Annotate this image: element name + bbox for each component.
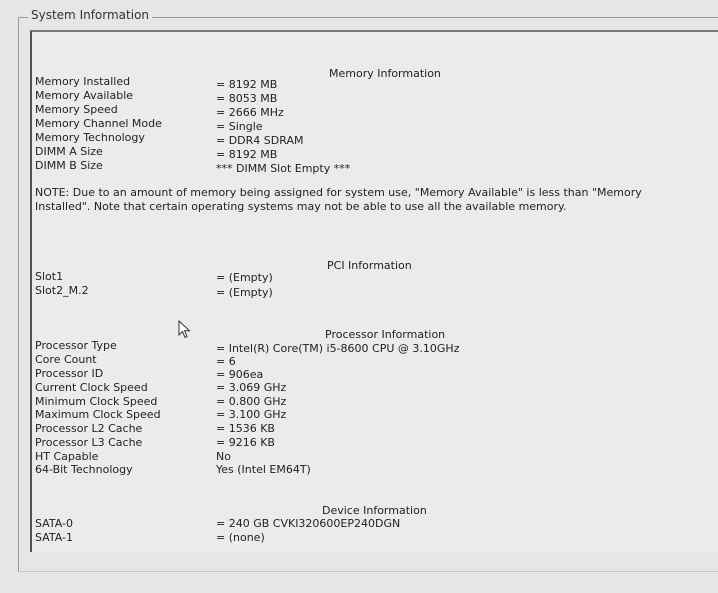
slot1-label: Slot1 — [35, 270, 64, 283]
memory-speed-label: Memory Speed — [35, 103, 118, 116]
core-count-value: = 6 — [216, 355, 236, 368]
memory-available-label: Memory Available — [35, 89, 134, 102]
info-panel — [30, 30, 718, 552]
memory-installed-value: = 8192 MB — [216, 78, 278, 91]
groupbox-title: System Information — [28, 8, 152, 22]
slot2-m2-value: = (Empty) — [216, 286, 273, 299]
pci-section-header: PCI Information — [327, 259, 412, 272]
device-section-header: Device Information — [322, 504, 427, 517]
processor-id-label: Processor ID — [35, 367, 104, 380]
memory-installed-label: Memory Installed — [35, 75, 131, 88]
maximum-clock-speed-value: = 3.100 GHz — [216, 408, 287, 421]
slot1-value: = (Empty) — [216, 271, 273, 284]
processor-l2-cache-label: Processor L2 Cache — [35, 422, 143, 435]
processor-l3-cache-value: = 9216 KB — [216, 436, 275, 449]
memory-channel-mode-value: = Single — [216, 120, 263, 133]
memory-channel-mode-label: Memory Channel Mode — [35, 117, 162, 130]
current-clock-speed-label: Current Clock Speed — [35, 381, 148, 394]
dimm-a-size-label: DIMM A Size — [35, 145, 103, 158]
ht-capable-value: No — [216, 450, 231, 463]
slot2-m2-label: Slot2_M.2 — [35, 284, 89, 297]
sata-1-value: = (none) — [216, 531, 265, 544]
memory-section-header: Memory Information — [329, 67, 441, 80]
mouse-pointer-icon — [178, 320, 192, 340]
processor-l2-cache-value: = 1536 KB — [216, 422, 275, 435]
memory-technology-label: Memory Technology — [35, 131, 145, 144]
memory-available-value: = 8053 MB — [216, 92, 278, 105]
minimum-clock-speed-value: = 0.800 GHz — [216, 395, 287, 408]
processor-type-label: Processor Type — [35, 339, 117, 352]
processor-type-value: = Intel(R) Core(TM) i5-8600 CPU @ 3.10GHz — [216, 342, 460, 355]
memory-technology-value: = DDR4 SDRAM — [216, 134, 304, 147]
64-bit-technology-label: 64-Bit Technology — [35, 463, 133, 476]
maximum-clock-speed-label: Maximum Clock Speed — [35, 408, 161, 421]
sata-1-label: SATA-1 — [35, 531, 73, 544]
memory-note: NOTE: Due to an amount of memory being assigned for system use, "Memory Available" is less than "Memory Installed". Note that certain operating systems may not be able to use all the available memory. — [35, 186, 642, 213]
dimm-b-size-value: *** DIMM Slot Empty *** — [216, 162, 351, 175]
dimm-b-size-label: DIMM B Size — [35, 159, 103, 172]
processor-id-value: = 906ea — [216, 368, 264, 381]
memory-speed-value: = 2666 MHz — [216, 106, 284, 119]
core-count-label: Core Count — [35, 353, 97, 366]
dimm-a-size-value: = 8192 MB — [216, 148, 278, 161]
current-clock-speed-value: = 3.069 GHz — [216, 381, 287, 394]
ht-capable-label: HT Capable — [35, 450, 99, 463]
minimum-clock-speed-label: Minimum Clock Speed — [35, 395, 158, 408]
64-bit-technology-value: Yes (Intel EM64T) — [216, 463, 311, 476]
processor-section-header: Processor Information — [325, 328, 446, 341]
sata-0-label: SATA-0 — [35, 517, 73, 530]
processor-l3-cache-label: Processor L3 Cache — [35, 436, 143, 449]
sata-0-value: = 240 GB CVKI320600EP240DGN — [216, 517, 401, 530]
